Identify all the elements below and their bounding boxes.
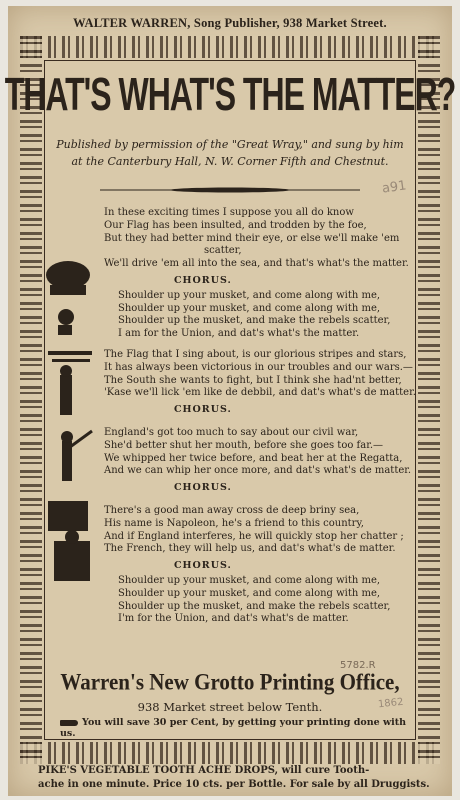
printer-address: 938 Market street below Tenth. xyxy=(137,700,323,714)
subtitle-line-1: Published by permission of the "Great Wray," and sung by him xyxy=(56,138,404,151)
lyric-line: And we can whip her once more, and dat's what's de matter. xyxy=(104,465,412,477)
lyric-line: The South she wants to fight, but I think she had'nt better, xyxy=(104,374,402,386)
lyric-line: 'Kase we'll lick 'em like de debbil, and dat's what's de matter. xyxy=(104,387,416,399)
pencil-annotation-number: a91 xyxy=(381,178,408,197)
printer-name: Warren's New Grotto Printing Office, xyxy=(60,668,400,696)
decorative-flourish xyxy=(100,186,360,194)
chorus-label: CHORUS. xyxy=(174,274,232,286)
lyric-line: The Flag that I sing about, is our glorious stripes and stars, xyxy=(104,348,407,360)
border-bottom xyxy=(20,742,440,764)
lyric-line: She'd better shut her mouth, before she goes too far.— xyxy=(104,439,384,451)
lyric-line: Shoulder up your musket, and come along with me, xyxy=(118,302,381,314)
verse-4 xyxy=(104,505,424,556)
lyric-line: We whipped her twice before, and beat her at the Regatta, xyxy=(104,452,403,464)
song-lyrics xyxy=(104,207,424,626)
pencil-annotation-catalog: 5782.R xyxy=(340,660,376,671)
chorus-1 xyxy=(104,290,424,341)
lyric-line: It has always been victorious in our troubles and our wars.— xyxy=(104,361,413,373)
chorus-label: CHORUS. xyxy=(174,404,232,416)
lyric-line: We'll drive 'em all into the sea, and that's what's the matter. xyxy=(104,258,409,270)
border-left xyxy=(20,36,42,764)
lyric-line: But they had better mind their eye, or else we'll make 'em xyxy=(104,232,400,244)
lyric-line: I am for the Union, and dat's what's the matter. xyxy=(118,328,360,340)
lyric-line: Shoulder up the musket, and make the rebels scatter, xyxy=(118,600,391,612)
subtitle-line-2: at the Canterbury Hall, N. W. Corner Fifth and Chestnut. xyxy=(71,155,389,168)
lyric-line: And if England interferes, he will quickly stop her chatter ; xyxy=(104,530,404,542)
chorus-final xyxy=(104,575,424,626)
lyric-line: His name is Napoleon, he's a friend to this country, xyxy=(104,517,364,529)
advert-line-1: PIKE'S VEGETABLE TOOTH ACHE DROPS, will cure Tooth- xyxy=(38,765,370,776)
song-subtitle xyxy=(40,136,420,170)
lyric-line: The French, they will help us, and dat's what's de matter. xyxy=(104,543,396,555)
pointing-hand-icon xyxy=(60,720,78,726)
song-title: THAT'S WHAT'S THE MATTER? xyxy=(4,68,456,121)
lyric-line: scatter, xyxy=(204,245,242,257)
lyric-line: Shoulder up the musket, and make the rebels scatter, xyxy=(118,315,391,327)
lyric-line: Our Flag has been insulted, and trodden by the foe, xyxy=(104,219,367,231)
advert-line-2: ache in one minute. Price 10 cts. per Bottle. For sale by all Druggists. xyxy=(38,779,430,790)
pencil-annotation-year: 1862 xyxy=(377,696,404,711)
chorus-label: CHORUS. xyxy=(174,482,232,494)
lyric-line: Shoulder up your musket, and come along with me, xyxy=(118,574,381,586)
verse-3 xyxy=(104,427,424,478)
verse-2 xyxy=(104,349,424,400)
lyric-line: England's got too much to say about our civil war, xyxy=(104,426,359,438)
lyric-line: I'm for the Union, and dat's what's de matter. xyxy=(118,613,349,625)
publisher-header: WALTER WARREN, Song Publisher, 938 Market Street. xyxy=(73,16,387,30)
verse-1 xyxy=(104,207,424,271)
lyric-line: There's a good man away cross de deep briny sea, xyxy=(104,504,360,516)
lyric-line: Shoulder up your musket, and come along with me, xyxy=(118,289,381,301)
chorus-label: CHORUS. xyxy=(174,560,232,572)
lyric-line: Shoulder up your musket, and come along with me, xyxy=(118,587,381,599)
savings-notice xyxy=(60,717,410,739)
lyric-line: In these exciting times I suppose you all do know xyxy=(104,207,354,218)
savings-text: You will save 30 per Cent, by getting your printing done with us. xyxy=(60,717,407,739)
soldier-vignettes xyxy=(40,255,100,600)
border-top xyxy=(20,36,440,58)
